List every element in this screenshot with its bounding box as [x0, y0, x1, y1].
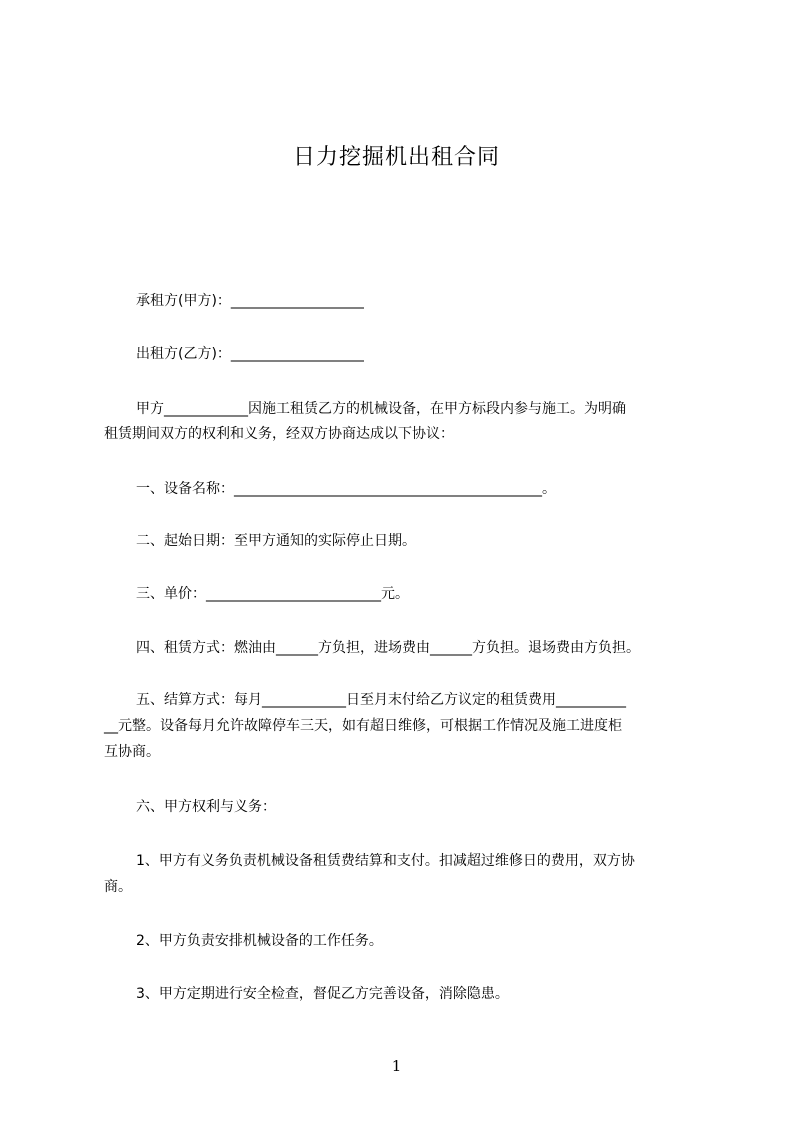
- clause-equipment-name: 一、设备名称：____________________________________________。: [136, 481, 556, 497]
- page-number: 1: [391, 1057, 402, 1075]
- clause-settlement-line-3: 互协商。: [104, 744, 160, 760]
- intro-line-2: 租赁期间双方的权利和义务，经双方协商达成以下协议：: [104, 426, 454, 442]
- clause-settlement-line-2: __元整。设备每月允许故障停车三天，如有超日维修，可根据工作情况及施工进度柜: [104, 718, 622, 734]
- clause-settlement-line-1: 五、结算方式：每月____________日至月末付给乙方议定的租赁费用__________: [136, 692, 626, 708]
- clause-party-a-rights: 六、甲方权利与义务：: [136, 799, 276, 815]
- lessor-line: 出租方(乙方)：___________________: [136, 346, 364, 362]
- clause-unit-price: 三、单价：_________________________元。: [136, 586, 409, 602]
- document-title: 日力挖掘机出租合同: [292, 145, 500, 170]
- party-a-duty-1-line-2: 商。: [104, 879, 132, 895]
- party-a-duty-3: 3、甲方定期进行安全检查，督促乙方完善设备，消除隐患。: [136, 986, 509, 1002]
- clause-lease-method: 四、租赁方式：燃油由______方负担，进场费由______方负担。退场费由方负担。: [136, 640, 640, 656]
- lessee-line: 承租方(甲方)：___________________: [136, 293, 364, 309]
- party-a-duty-2: 2、甲方负责安排机械设备的工作任务。: [136, 933, 383, 949]
- intro-line-1: 甲方____________因施工租赁乙方的机械设备，在甲方标段内参与施工。为明确: [136, 401, 626, 417]
- clause-start-date: 二、起始日期：至甲方通知的实际停止日期。: [136, 533, 416, 549]
- party-a-duty-1-line-1: 1、甲方有义务负责机械设备租赁费结算和支付。扣减超过维修日的费用，双方协: [136, 853, 635, 869]
